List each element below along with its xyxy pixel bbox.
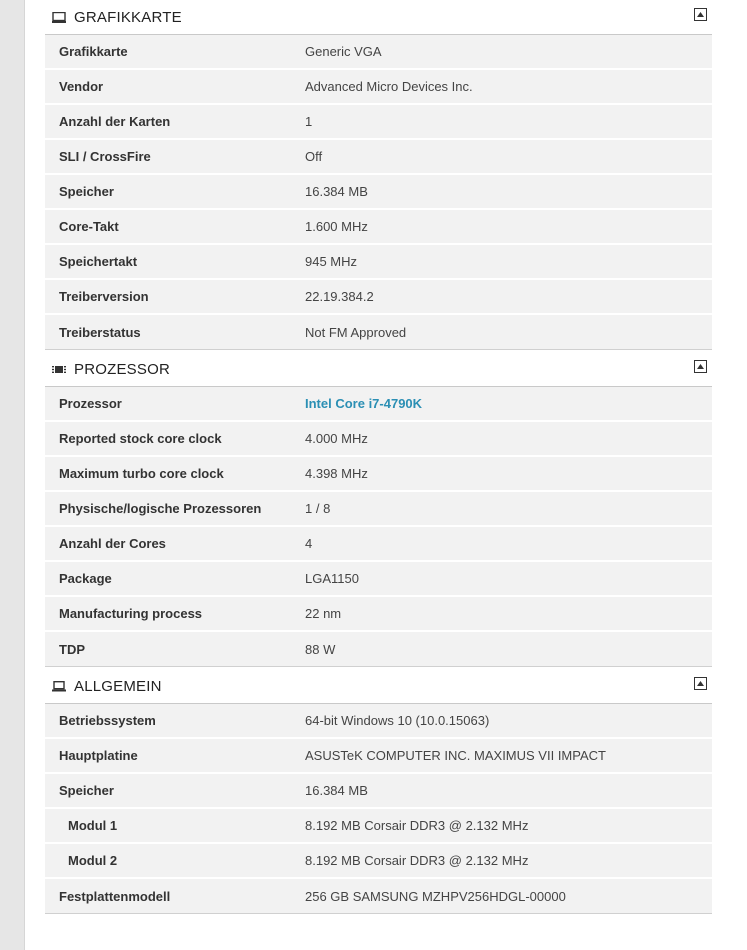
table-row [45, 457, 712, 492]
chevron-up-icon [697, 681, 704, 686]
table-row [45, 105, 712, 140]
row-value: 16.384 MB [305, 184, 368, 199]
row-label: Modul 1 [68, 818, 118, 833]
table-row [45, 527, 712, 562]
collapse-button[interactable] [694, 8, 707, 21]
system-info-panel [45, 0, 712, 914]
row-value: 1 / 8 [305, 501, 331, 516]
row-label: Manufacturing process [59, 606, 203, 621]
row-label: SLI / CrossFire [59, 149, 151, 164]
row-value: Advanced Micro Devices Inc. [305, 79, 473, 94]
chevron-up-icon [697, 12, 704, 17]
row-value: 4.000 MHz [305, 431, 368, 446]
row-value: 945 MHz [305, 254, 358, 269]
table-row [45, 492, 712, 527]
row-label: Physische/logische Prozessoren [59, 501, 262, 516]
section-prozessor [45, 352, 712, 667]
row-label: Prozessor [59, 396, 122, 411]
section-title: GRAFIKKARTE [74, 8, 182, 26]
row-value: 64-bit Windows 10 (10.0.15063) [305, 713, 490, 728]
laptop-icon [51, 679, 67, 693]
table-row [45, 739, 712, 774]
row-label: Core-Takt [59, 219, 119, 234]
row-label: Betriebssystem [59, 713, 156, 728]
row-label: Speicher [59, 184, 114, 199]
table-row [45, 809, 712, 844]
table-row [45, 704, 712, 739]
table-row [45, 562, 712, 597]
row-label: Festplattenmodell [59, 888, 171, 904]
row-label: Anzahl der Cores [59, 536, 166, 551]
table-row [45, 774, 712, 809]
row-label: Speichertakt [59, 254, 138, 269]
row-value: LGA1150 [305, 571, 359, 586]
row-label: Grafikkarte [59, 44, 128, 59]
row-value: 4.398 MHz [305, 466, 368, 481]
section-grafikkarte [45, 0, 712, 350]
table-row [45, 844, 712, 879]
table-row [45, 35, 712, 70]
row-label: Modul 2 [68, 853, 118, 868]
table-row [45, 245, 712, 280]
section-header-allgemein [45, 669, 712, 704]
processor-link[interactable]: Intel Core i7-4790K [305, 396, 423, 411]
row-label: Treiberstatus [59, 324, 141, 340]
table-row [45, 315, 712, 350]
table-row [45, 70, 712, 105]
table-row [45, 140, 712, 175]
row-label: Speicher [59, 783, 114, 798]
row-value: 88 W [305, 641, 336, 657]
section-allgemein [45, 669, 712, 914]
row-value: 256 GB SAMSUNG MZHPV256HDGL-00000 [305, 888, 566, 904]
row-value: 1 [305, 114, 313, 129]
row-value: ASUSTeK COMPUTER INC. MAXIMUS VII IMPACT [305, 748, 606, 763]
row-label: Hauptplatine [59, 748, 138, 763]
row-value: 22 nm [305, 606, 342, 621]
table-row [45, 879, 712, 914]
row-value: 8.192 MB Corsair DDR3 @ 2.132 MHz [305, 818, 529, 833]
section-title: PROZESSOR [74, 360, 170, 378]
table-row [45, 422, 712, 457]
row-value: Not FM Approved [305, 324, 407, 340]
left-gutter [0, 0, 25, 950]
section-title: ALLGEMEIN [74, 677, 162, 695]
monitor-icon [51, 10, 67, 24]
row-label: Anzahl der Karten [59, 114, 171, 129]
collapse-button[interactable] [694, 360, 707, 373]
row-label: Maximum turbo core clock [59, 466, 224, 481]
section-header-prozessor [45, 352, 712, 387]
row-label: Vendor [59, 79, 104, 94]
table-row [45, 387, 712, 422]
cpu-icon [51, 362, 67, 376]
chevron-up-icon [697, 364, 704, 369]
row-value: Generic VGA [305, 44, 382, 59]
row-value: 22.19.384.2 [305, 289, 374, 304]
row-label: Treiberversion [59, 289, 149, 304]
collapse-button[interactable] [694, 677, 707, 690]
row-label: Reported stock core clock [59, 431, 222, 446]
row-value: 8.192 MB Corsair DDR3 @ 2.132 MHz [305, 853, 529, 868]
table-row [45, 210, 712, 245]
row-label: TDP [59, 641, 85, 657]
table-row [45, 597, 712, 632]
table-row [45, 280, 712, 315]
row-label: Package [59, 571, 112, 586]
row-value: Off [305, 149, 323, 164]
table-row [45, 175, 712, 210]
section-header-grafikkarte [45, 0, 712, 35]
row-value: 4 [305, 536, 313, 551]
row-value: 1.600 MHz [305, 219, 368, 234]
row-value: 16.384 MB [305, 783, 368, 798]
table-row [45, 632, 712, 667]
